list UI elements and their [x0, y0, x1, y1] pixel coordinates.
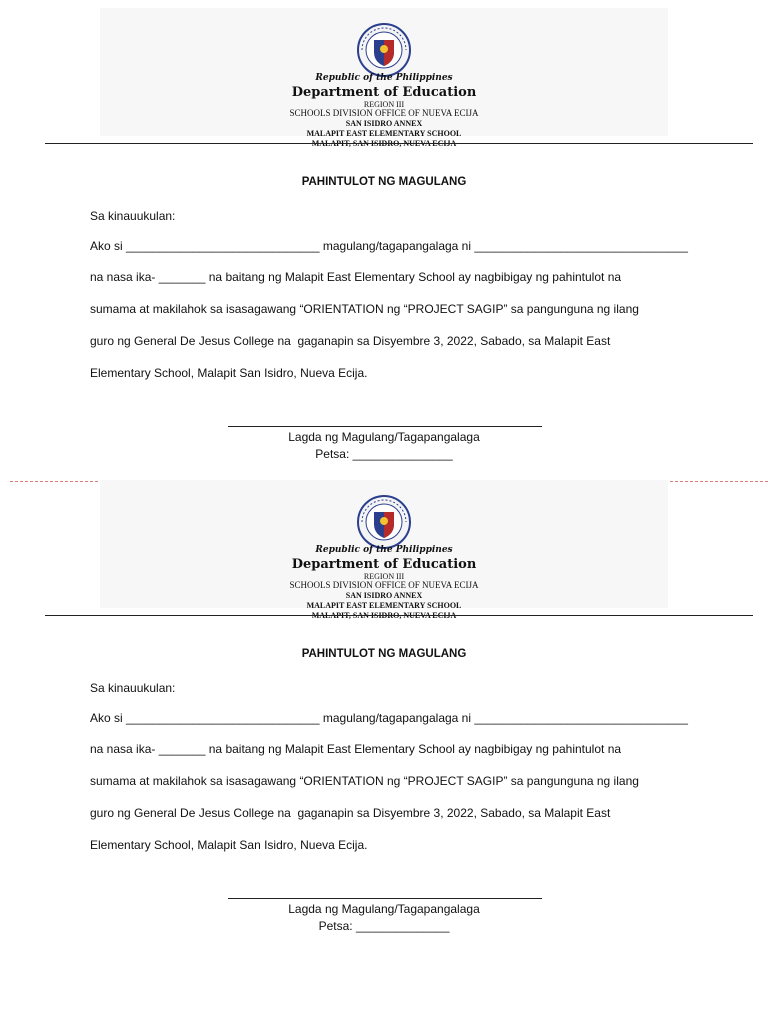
republic-line: Republic of the Philippines	[315, 73, 453, 83]
body-line-3: sumama at makilahok sa isasagawang “ORIENTATION ng “PROJECT SAGIP” sa pangunguna ng ilang	[90, 302, 639, 316]
signature-label: Lagda ng Magulang/Tagapangalaga	[288, 430, 480, 444]
region-line: REGION III	[363, 572, 405, 581]
form-title: PAHINTULOT NG MAGULANG	[301, 648, 467, 660]
deped-seal-icon	[356, 494, 412, 550]
body-line-1: Ako si _____________________________ magulang/tagapangalaga ni ________________________________	[90, 711, 688, 725]
school-name: MALAPIT EAST ELEMENTARY SCHOOL	[306, 601, 462, 610]
body-line-1: Ako si _____________________________ magulang/tagapangalaga ni ________________________________	[90, 239, 688, 253]
letterhead	[100, 8, 668, 148]
date-label: Petsa: _______________	[315, 447, 453, 461]
header-divider	[45, 143, 753, 144]
deped-seal-icon	[356, 22, 412, 78]
greeting: Sa kinauukulan:	[90, 681, 176, 695]
republic-line: Republic of the Philippines	[315, 545, 453, 555]
school-name: MALAPIT EAST ELEMENTARY SCHOOL	[306, 129, 462, 138]
region-line: REGION III	[363, 100, 405, 109]
body-line-5: Elementary School, Malapit San Isidro, Nueva Ecija.	[90, 838, 368, 852]
signature-label: Lagda ng Magulang/Tagapangalaga	[288, 902, 480, 916]
school-address: MALAPIT, SAN ISIDRO, NUEVA ECIJA	[311, 611, 457, 620]
body-line-4: guro ng General De Jesus College na gaganapin sa Disyembre 3, 2022, Sabado, sa Malapit East	[90, 806, 611, 820]
date-label: Petsa: ______________	[318, 919, 450, 933]
school-address: MALAPIT, SAN ISIDRO, NUEVA ECIJA	[311, 139, 457, 148]
body-line-3: sumama at makilahok sa isasagawang “ORIENTATION ng “PROJECT SAGIP” sa pangunguna ng ilang	[90, 774, 639, 788]
annex-line: SAN ISIDRO ANNEX	[345, 119, 423, 128]
consent-form-1	[0, 0, 768, 470]
consent-form-2	[0, 472, 768, 942]
header-divider	[45, 615, 753, 616]
division-line: SCHOOLS DIVISION OFFICE OF NUEVA ECIJA	[289, 580, 479, 590]
form-title: PAHINTULOT NG MAGULANG	[301, 176, 467, 188]
department-name: Department of Education	[291, 557, 477, 572]
letterhead	[100, 480, 668, 620]
division-line: SCHOOLS DIVISION OFFICE OF NUEVA ECIJA	[289, 108, 479, 118]
body-line-5: Elementary School, Malapit San Isidro, Nueva Ecija.	[90, 366, 368, 380]
signature-line	[228, 426, 542, 427]
signature-line	[228, 898, 542, 899]
body-line-2: na nasa ika- _______ na baitang ng Malapit East Elementary School ay nagbibigay ng pahintulot na	[90, 742, 622, 756]
department-name: Department of Education	[291, 85, 477, 100]
annex-line: SAN ISIDRO ANNEX	[345, 591, 423, 600]
body-line-2: na nasa ika- _______ na baitang ng Malapit East Elementary School ay nagbibigay ng pahintulot na	[90, 270, 622, 284]
greeting: Sa kinauukulan:	[90, 209, 176, 223]
body-line-4: guro ng General De Jesus College na gaganapin sa Disyembre 3, 2022, Sabado, sa Malapit East	[90, 334, 611, 348]
